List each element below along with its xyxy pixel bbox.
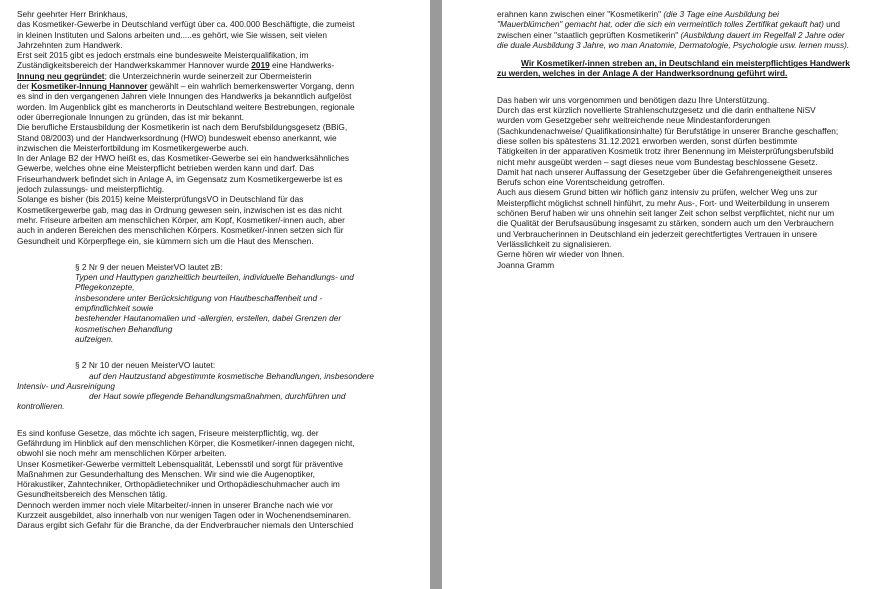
quote-section-10 bbox=[17, 360, 417, 412]
text-line: worden. Im Augenblick gibt es mancherorts in Deutschland weitere Bestrebungen, regionale bbox=[17, 101, 355, 112]
text-line: es sind in den vergangenen Jahren viele Innungen des Handwerks ja bekanntlich aufgelöst bbox=[17, 91, 352, 102]
spacer bbox=[497, 50, 869, 58]
text-line: oder überregionale Innungen zu gründen, das ist mir bekannt. bbox=[17, 111, 244, 122]
text-line: Verlässlichkeit zu signalisieren. bbox=[497, 238, 612, 249]
text-line bbox=[17, 71, 417, 81]
text-line: Gesundheitsbereich des Menschen tätig. bbox=[17, 489, 168, 500]
text-line: Jahrzehnten zum Handwerk. bbox=[17, 39, 123, 50]
text-span: Zuständigkeitsbereich der Handwerkskammer Hannover wurde bbox=[17, 60, 252, 71]
quote-line: kontrollieren. bbox=[17, 401, 65, 412]
text-line: das Kosmetiker-Gewerbe in Deutschland verfügt über ca. 400.000 Beschäftigte, die zumeist bbox=[17, 19, 355, 30]
text-line bbox=[497, 9, 869, 19]
text-line: schönen Beruf haben wir uns ohnehin seit langer Zeit schon selbst verpflichtet, nicht nur um bbox=[497, 208, 835, 219]
text-line: in kleinen Instituten und Salons arbeiten und.....es gehört, wie Sie wissen, seit vielen bbox=[17, 29, 327, 40]
text-line: Dennoch werden immer noch viele Mitarbeiter/-innen in unserer Branche nach wie vor bbox=[17, 499, 333, 510]
text-line: inzwischen die Meisterfortbildung im Kosmetikergewerbe auch. bbox=[17, 142, 249, 153]
text-line: Durch das erst kürzlich novellierte Strahlenschutzgesetz und die darin enthaltene NiSV bbox=[497, 105, 816, 116]
quote-line: kosmetischen Behandlung bbox=[75, 323, 173, 334]
page-right-text bbox=[497, 9, 869, 270]
paragraph-main bbox=[17, 50, 417, 246]
quote-section-9 bbox=[75, 262, 417, 344]
text-span: zwischen einer "staatlich geprüften Kosmetikerin" bbox=[497, 29, 681, 40]
text-line: Das haben wir uns vorgenommen und benötigen dazu Ihre Unterstützung. bbox=[497, 94, 770, 105]
spacer bbox=[17, 246, 417, 262]
text-span: der bbox=[17, 81, 32, 92]
paragraph-closing bbox=[17, 428, 417, 531]
key-statement bbox=[497, 58, 869, 79]
text-span: erahnen kann zwischen einer "Kosmetikerin" bbox=[497, 9, 664, 19]
text-line: diese sollen bis spätestens 31.12.2021 erworben werden, sonst dürfen bestimmte bbox=[497, 135, 798, 146]
text-line: die duale Ausbildung 3 Jahre, wo man Anatomie, Dermatologie, Psychologie usw. lernen muss). bbox=[497, 39, 850, 50]
text-line: obwohl sie noch mehr am menschlichen Körper arbeiten. bbox=[17, 448, 227, 459]
paragraph-request bbox=[497, 95, 869, 260]
text-line: mehr. Friseure arbeiten am menschlichen Körper, am Kopf, Kosmetiker/-innen auch, aber bbox=[17, 214, 345, 225]
italic-span: "Mauerblümchen" gemacht hat, oder die sich ein vermeintlich tolles Zertifikat gekauft hat) bbox=[497, 19, 824, 30]
spacer bbox=[17, 412, 417, 428]
text-line: Friseurhandwerk befindet sich in Anlage A, im Gegensatz zum Kosmetikergewerbe ist es bbox=[17, 173, 343, 184]
quote-line: Pflegekonzepte, bbox=[75, 282, 135, 293]
innung-name-emphasis: Kosmetiker-Innung Hannover bbox=[31, 81, 148, 92]
quote-line: der Haut sowie pflegende Behandlungsmaßnahmen, durchführen und bbox=[89, 391, 346, 402]
text-line: Gesundheit und Körperpflege ein, sie kümmern sich um die Haut des Menschen. bbox=[17, 235, 314, 246]
text-line: (Sachkundenachweise/ Qualifikationsinhalte) für Berufstätige in unserer Branche geschaffen; bbox=[497, 125, 839, 136]
text-line: In der Anlage B2 der HWO heißt es, das Kosmetiker-Gewerbe sei ein handwerksähnliches bbox=[17, 153, 350, 164]
text-line: Daraus ergibt sich Gefahr für die Branche, da der Endverbraucher niemals den Unterschied bbox=[17, 520, 354, 531]
text-line: Es sind konfuse Gesetze, das möchte ich sagen, Friseure meisterpflichtig, wg. der bbox=[17, 427, 319, 438]
text-span: und bbox=[823, 19, 841, 30]
quote-line: Typen und Hauttypen ganzheitlich beurteilen, individuelle Behandlungs- und bbox=[75, 272, 354, 283]
quote-line: insbesondere unter Berücksichtigung von Hautbeschaffenheit und - bbox=[75, 292, 323, 303]
spacer bbox=[17, 344, 417, 360]
text-line: Berufs schon eine Vorentscheidung getroffen. bbox=[497, 177, 665, 188]
spacer bbox=[497, 79, 869, 95]
text-line: jedoch zulassungs- und meisterpflichtig. bbox=[17, 184, 165, 195]
text-span: eine Handwerks- bbox=[269, 60, 335, 71]
statement-text: Wir Kosmetiker/-innen streben an, in Deutschland ein meisterpflichtiges Handwerk bbox=[521, 58, 850, 69]
text-line: Unser Kosmetiker-Gewerbe vermittelt Lebensqualität, Lebensstil und sorgt für präventive bbox=[17, 458, 344, 469]
innung-emphasis: Innung neu gegründet bbox=[17, 70, 105, 81]
text-line: Gefährdung im Hinblick auf den menschlichen Körper, die Kosmetiker/-innen dagegen nicht, bbox=[17, 437, 355, 448]
statement-line: zu werden, welches in der Anlage A der Handwerksordnung geführt wird. bbox=[497, 68, 788, 79]
text-span: ; die Unterzeichnerin wurde seinerzeit zur Obermeisterin bbox=[104, 70, 312, 81]
signature: Joanna Gramm bbox=[497, 259, 555, 270]
quote-line: empfindlichkeit sowie bbox=[75, 303, 154, 314]
text-line: Auch aus diesem Grund bitten wir höflich ganz intensiv zu prüfen, welcher Weg uns zur bbox=[497, 187, 818, 198]
text-line bbox=[17, 60, 417, 70]
text-line: Stand 08/2003) und der Handwerksordnung (HWO) bundesweit ebenso anerkannt, wie bbox=[17, 132, 337, 143]
text-line: auch in anderen Bereichen des menschlichen Körpers. Kosmetiker/-innen setzen sich für bbox=[17, 225, 344, 236]
year-emphasis: 2019 bbox=[251, 60, 270, 71]
section-label: § 2 Nr 9 der neuen MeisterVO lautet zB: bbox=[75, 261, 223, 272]
text-line: Solange es bisher (bis 2015) keine MeisterprüfungsVO in Deutschland für das bbox=[17, 194, 304, 205]
italic-span: (die 3 Tage eine Ausbildung bei bbox=[663, 9, 780, 19]
text-line: Gewerbe, welches ohne eine Meisterpflicht betrieben werden kann und darf. Das bbox=[17, 163, 315, 174]
text-line: Die berufliche Erstausbildung der Kosmetikerin ist nach dem Berufsbildungsgesetz (BBiG, bbox=[17, 122, 348, 133]
statement-line bbox=[497, 58, 869, 68]
text-line bbox=[497, 30, 869, 40]
text-line: Hörakustiker, Zahntechniker, Orthopädietechniker und Orthopädieschuhmacher auch im bbox=[17, 479, 340, 490]
quote-line: Intensiv- und Ausreinigung bbox=[17, 380, 115, 391]
text-line: und Verbraucherinnen in Deutschland ein jederzeit gerechtfertigtes Vertrauen in unsere bbox=[497, 228, 818, 239]
page-left-text bbox=[17, 9, 417, 531]
paragraph-intro bbox=[17, 19, 417, 50]
text-line bbox=[497, 19, 869, 29]
text-line: Maßnahmen zur Gesunderhaltung des Menschen. Wir sind wie die Augenoptiker, bbox=[17, 468, 315, 479]
document-page-left bbox=[0, 0, 430, 589]
text-span: gewählt – ein wahrlich bemerkenswerter Vorgang, denn bbox=[147, 81, 355, 92]
paragraph-continued bbox=[497, 9, 869, 50]
italic-span: (Ausbildung dauert im Regelfall 2 Jahre oder bbox=[680, 29, 845, 40]
text-line: Damit hat nach unserer Auffassung der Gesetzgeber über die Gefahrengeneigtheit unseres bbox=[497, 166, 833, 177]
text-line: Kosmetikergewerbe gab, mag das in Ordnung gewesen sein, inzwischen ist es das nicht bbox=[17, 204, 342, 215]
quote-line: bestehender Hautanomalien und -allergien, erstellen, dabei Grenzen der bbox=[75, 313, 342, 324]
text-line: Tätigkeiten in der apparativen Kosmetik trotz ihrer Benennung im Meisterprüfungsberufsbild bbox=[497, 146, 834, 157]
text-line: wurden vom Gesetzgeber sehr weitreichende neue Mindestanforderungen bbox=[497, 115, 771, 126]
document-page-right bbox=[442, 0, 878, 589]
text-line: Gerne hören wir wieder von Ihnen. bbox=[497, 249, 625, 260]
text-line: nicht mehr ausgeübt werden – sagt dieses neue vom Bundestag beschlossene Gesetz. bbox=[497, 156, 818, 167]
text-line: die Qualität der Berufsausübung insgesamt zu stärken, sondern auch um den Verbrauchern bbox=[497, 218, 834, 229]
text-line: Erst seit 2015 gibt es jedoch erstmals eine bundesweite Meisterqualifikation, im bbox=[17, 50, 309, 61]
text-line bbox=[17, 81, 417, 91]
section-label: § 2 Nr 10 der neuen MeisterVO lautet: bbox=[75, 360, 216, 371]
page-gutter bbox=[430, 0, 442, 589]
text-line: Meisterpflicht möglichst schnell hinführt, zu mehr Aus-, Fort- und Weiterbildung in unserem bbox=[497, 197, 830, 208]
quote-line: aufzeigen. bbox=[75, 333, 114, 344]
quote-line: auf den Hautzustand abgestimmte kosmetische Behandlungen, insbesondere bbox=[89, 370, 375, 381]
greeting: Sehr geehrter Herr Brinkhaus, bbox=[17, 9, 128, 19]
text-line: Kurzzeit ausgebildet, also innerhalb von nur wenigen Tagen oder in Wochenendseminaren. bbox=[17, 510, 352, 521]
